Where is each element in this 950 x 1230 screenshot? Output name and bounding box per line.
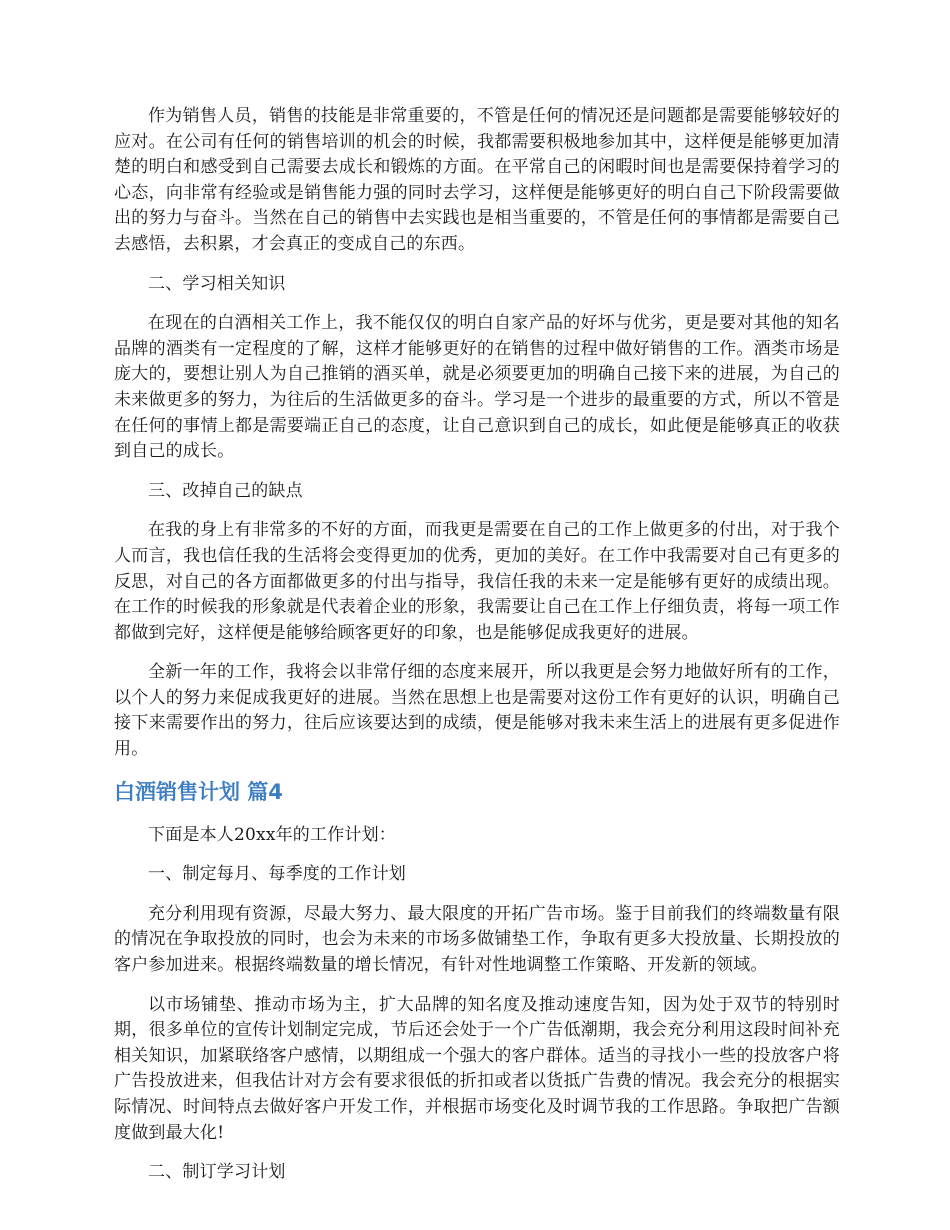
subheading-study-plan: 二、制订学习计划 bbox=[148, 1162, 286, 1183]
paragraph: 充分利用现有资源，尽最大努力、最大限度的开拓广告市场。鉴于目前我们的终端数量有限的情况在争取投放的同时，也会为未来的市场多做铺垫工作，争取有更多大投放量、长期投放的客户参加进来。根据终端数量的增长情况，有针对性地调整工作策略、开发新的领域。 bbox=[114, 903, 840, 976]
document-page bbox=[114, 104, 840, 1200]
paragraph: 全新一年的工作，我将会以非常仔细的态度来展开，所以我更是会努力地做好所有的工作，以个人的努力来促成我更好的进展。当然在思想上也是需要对这份工作有更好的认识，明确自己接下来需要作出的努力，往后应该要达到的成绩，便是能够对我未来生活上的进展有更多促进作用。 bbox=[114, 662, 840, 760]
subheading-fix-shortcomings: 三、改掉自己的缺点 bbox=[148, 480, 303, 501]
paragraph: 作为销售人员，销售的技能是非常重要的，不管是任何的情况还是问题都是需要能够较好的应对。在公司有任何的销售培训的机会的时候，我都需要积极地参加其中，这样便是能够更加清楚的明白和感受到自己需要去成长和锻炼的方面。在平常自己的闲暇时间也是需要保持着学习的心态，向非常有经验或是销售能力强的同时去学习，这样便是能够更好的明白自己下阶段需要做出的努力与奋斗。当然在自己的销售中去实践也是相当重要的，不管是任何的事情都是需要自己去感悟，去积累，才会真正的变成自己的东西。 bbox=[114, 106, 840, 254]
subheading-monthly-plan: 一、制定每月、每季度的工作计划 bbox=[148, 864, 406, 885]
paragraph: 以市场铺垫、推动市场为主，扩大品牌的知名度及推动速度告知，因为处于双节的特别时期，很多单位的宣传计划制定完成，节后还会处于一个广告低潮期，我会充分利用这段时间补充相关知识，加紧联络客户感情，以期组成一个强大的客户群体。适当的寻找小一些的投放客户将广告投放进来，但我估计对方会有要求很低的折扣或者以货抵广告费的情况。我会充分的根据实际情况、时间特点去做好客户开发工作，并根据市场变化及时调节我的工作思路。争取把广告额度做到最大化! bbox=[114, 994, 840, 1143]
subheading-learn-knowledge: 二、学习相关知识 bbox=[148, 273, 286, 294]
section-heading: 白酒销售计划 篇4 bbox=[114, 779, 283, 804]
paragraph: 在我的身上有非常多的不好的方面，而我更是需要在自己的工作上做更多的付出，对于我个人而言，我也信任我的生活将会变得更加的优秀，更加的美好。在工作中我需要对自己有更多的反思，对自己的各方面都做更多的付出与指导，我信任我的未来一定是能够有更好的成绩出现。在工作的时候我的形象就是代表着企业的形象，我需要让自己在工作上仔细负责，将每一项工作都做到完好，这样便是能够给顾客更好的印象，也是能够促成我更好的进展。 bbox=[114, 520, 840, 643]
intro-line: 下面是本人20xx年的工作计划： bbox=[148, 824, 397, 845]
paragraph: 在现在的白酒相关工作上，我不能仅仅的明白自家产品的好坏与优劣，更是要对其他的知名品牌的酒类有一定程度的了解，这样才能够更好的在销售的过程中做好销售的工作。酒类市场是庞大的，要想让别人为自己推销的酒买单，就是必须要更加的明确自己接下来的进展，为自己的未来做更多的努力，为往后的生活做更多的奋斗。学习是一个进步的最重要的方式，所以不管是在任何的事情上都是需要端正自己的态度，让自己意识到自己的成长，如此便是能够真正的收获到自己的成长。 bbox=[114, 313, 840, 462]
